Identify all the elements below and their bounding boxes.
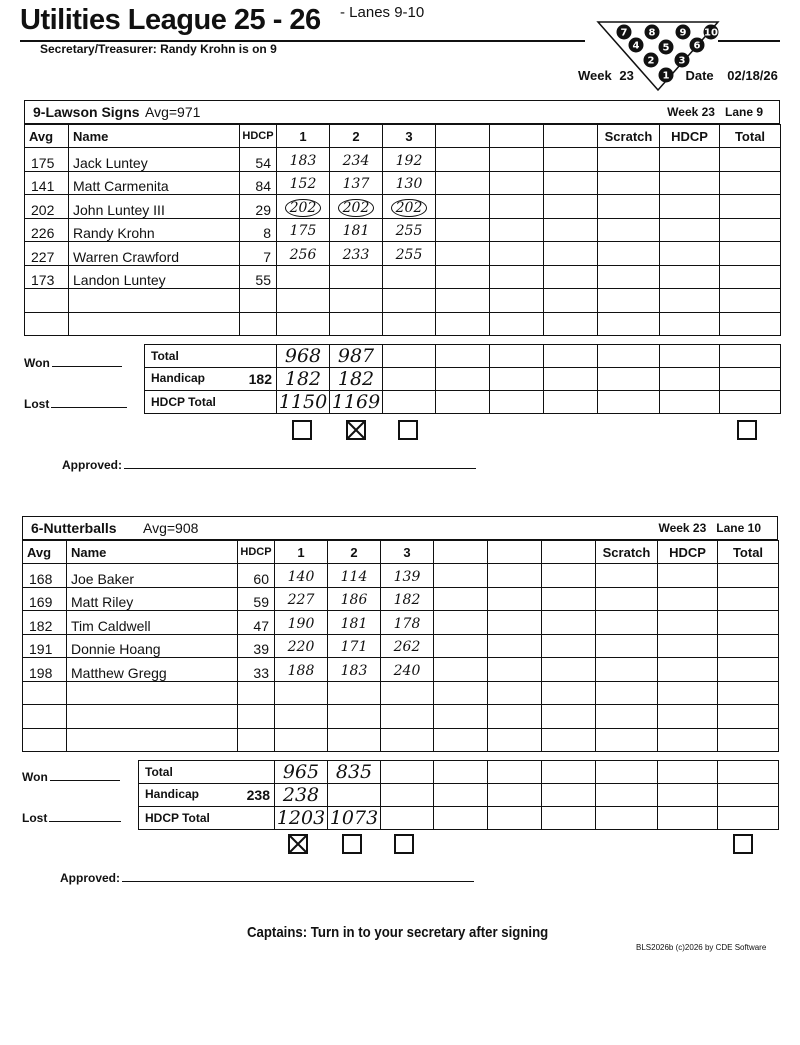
table-row — [23, 728, 779, 752]
team2-score-table — [22, 540, 779, 752]
col-game1: 1 — [277, 125, 330, 148]
table-row: 202 John Luntey III 29 202 202 202 — [25, 195, 781, 219]
date-label: Date — [685, 68, 714, 83]
team1-column-header — [25, 125, 781, 148]
game1-win-checkbox[interactable] — [292, 420, 312, 440]
svg-text:2: 2 — [647, 55, 655, 67]
col-avg: Avg — [25, 125, 69, 148]
team1-header — [24, 100, 780, 124]
table-row: 227 Warren Crawford 7 256 233 255 — [25, 242, 781, 266]
hdcp-total-row: HDCP Total 1203 1073 — [139, 807, 779, 830]
team2-name: 6-Nutterballs — [31, 520, 117, 536]
team2-header — [22, 516, 778, 540]
col-game3: 3 — [383, 125, 436, 148]
circled-score: 202 — [391, 199, 428, 217]
game1-win-checkbox[interactable] — [288, 834, 308, 854]
team2-approved: Approved: — [60, 871, 474, 885]
col-hdcp2: HDCP — [660, 125, 720, 148]
total-row: Total 965 835 — [139, 761, 779, 784]
svg-text:6: 6 — [693, 40, 701, 52]
svg-text:8: 8 — [648, 27, 656, 39]
table-row — [23, 681, 779, 705]
signature-line[interactable] — [124, 468, 476, 469]
date-value: 02/18/26 — [727, 68, 778, 83]
col-hdcp: HDCP — [240, 125, 277, 148]
league-title: Utilities League 25 - 26 — [20, 4, 321, 36]
table-row: 175 Jack Luntey 54 183 234 192 — [25, 148, 781, 172]
table-row: 168 Joe Baker 60 140 114 139 — [23, 564, 779, 588]
handicap-row: Handicap 182 182 182 — [145, 368, 781, 391]
table-row: 198 Matthew Gregg 33 188 183 240 — [23, 658, 779, 682]
secretary-label: Secretary/Treasurer: Randy Krohn is on 9 — [40, 42, 277, 56]
signature-line[interactable] — [122, 881, 474, 882]
svg-text:9: 9 — [679, 27, 687, 39]
team1-week-lane: Week 23 Lane 9 — [667, 105, 763, 119]
team1-approved: Approved: — [62, 458, 476, 472]
hdcp-total-row: HDCP Total 1150 1169 — [145, 391, 781, 414]
col-game2: 2 — [330, 125, 383, 148]
team1-lost: Lost — [24, 397, 127, 411]
copyright: BLS2026b (c)2026 by CDE Software — [636, 943, 767, 952]
svg-text:5: 5 — [662, 42, 670, 54]
game2-win-checkbox[interactable] — [346, 420, 366, 440]
svg-text:3: 3 — [678, 55, 686, 67]
total-win-checkbox[interactable] — [733, 834, 753, 854]
total-row: Total 968 987 — [145, 345, 781, 368]
team1-name: 9-Lawson Signs — [33, 104, 140, 120]
total-win-checkbox[interactable] — [737, 420, 757, 440]
table-row — [25, 289, 781, 313]
team2-won: Won — [22, 770, 120, 784]
svg-text:10: 10 — [704, 27, 718, 39]
game3-win-checkbox[interactable] — [398, 420, 418, 440]
col-name: Name — [69, 125, 240, 148]
lanes-label: - Lanes 9-10 — [340, 4, 425, 21]
handicap-row: Handicap 238 238 — [139, 784, 779, 807]
team2-totals — [138, 760, 779, 830]
team2-column-header: Avg Name HDCP 1 2 3 Scratch HDCP Total — [23, 541, 779, 564]
svg-text:4: 4 — [632, 40, 640, 52]
col-scratch: Scratch — [598, 125, 660, 148]
table-row: 182 Tim Caldwell 47 190 181 178 — [23, 611, 779, 635]
table-row: 169 Matt Riley 59 227 186 182 — [23, 587, 779, 611]
table-row: 173 Landon Luntey 55 — [25, 265, 781, 289]
table-row — [23, 705, 779, 729]
team2-week-lane: Week 23 Lane 10 — [658, 521, 761, 535]
header-rule-right — [718, 40, 780, 42]
week-label: Week — [578, 68, 612, 83]
team2-avg: Avg=908 — [143, 520, 199, 536]
team1-avg: Avg=971 — [145, 104, 201, 120]
table-row: 226 Randy Krohn 8 175 181 255 — [25, 218, 781, 242]
team1-totals — [144, 344, 781, 414]
col-total: Total — [720, 125, 781, 148]
table-row — [25, 312, 781, 336]
circled-score: 202 — [338, 199, 375, 217]
svg-text:7: 7 — [620, 27, 628, 39]
table-row: 141 Matt Carmenita 84 152 137 130 — [25, 171, 781, 195]
team2-lost: Lost — [22, 811, 121, 825]
team1-won: Won — [24, 356, 122, 370]
table-row: 191 Donnie Hoang 39 220 171 262 — [23, 634, 779, 658]
circled-score: 202 — [285, 199, 322, 217]
week-date — [578, 68, 782, 83]
week-number: 23 — [619, 68, 634, 83]
team1-score-table — [24, 124, 781, 336]
game2-win-checkbox[interactable] — [342, 834, 362, 854]
game3-win-checkbox[interactable] — [394, 834, 414, 854]
captains-note: Captains: Turn in to your secretary after signing — [247, 924, 549, 941]
svg-text:1: 1 — [662, 70, 670, 82]
